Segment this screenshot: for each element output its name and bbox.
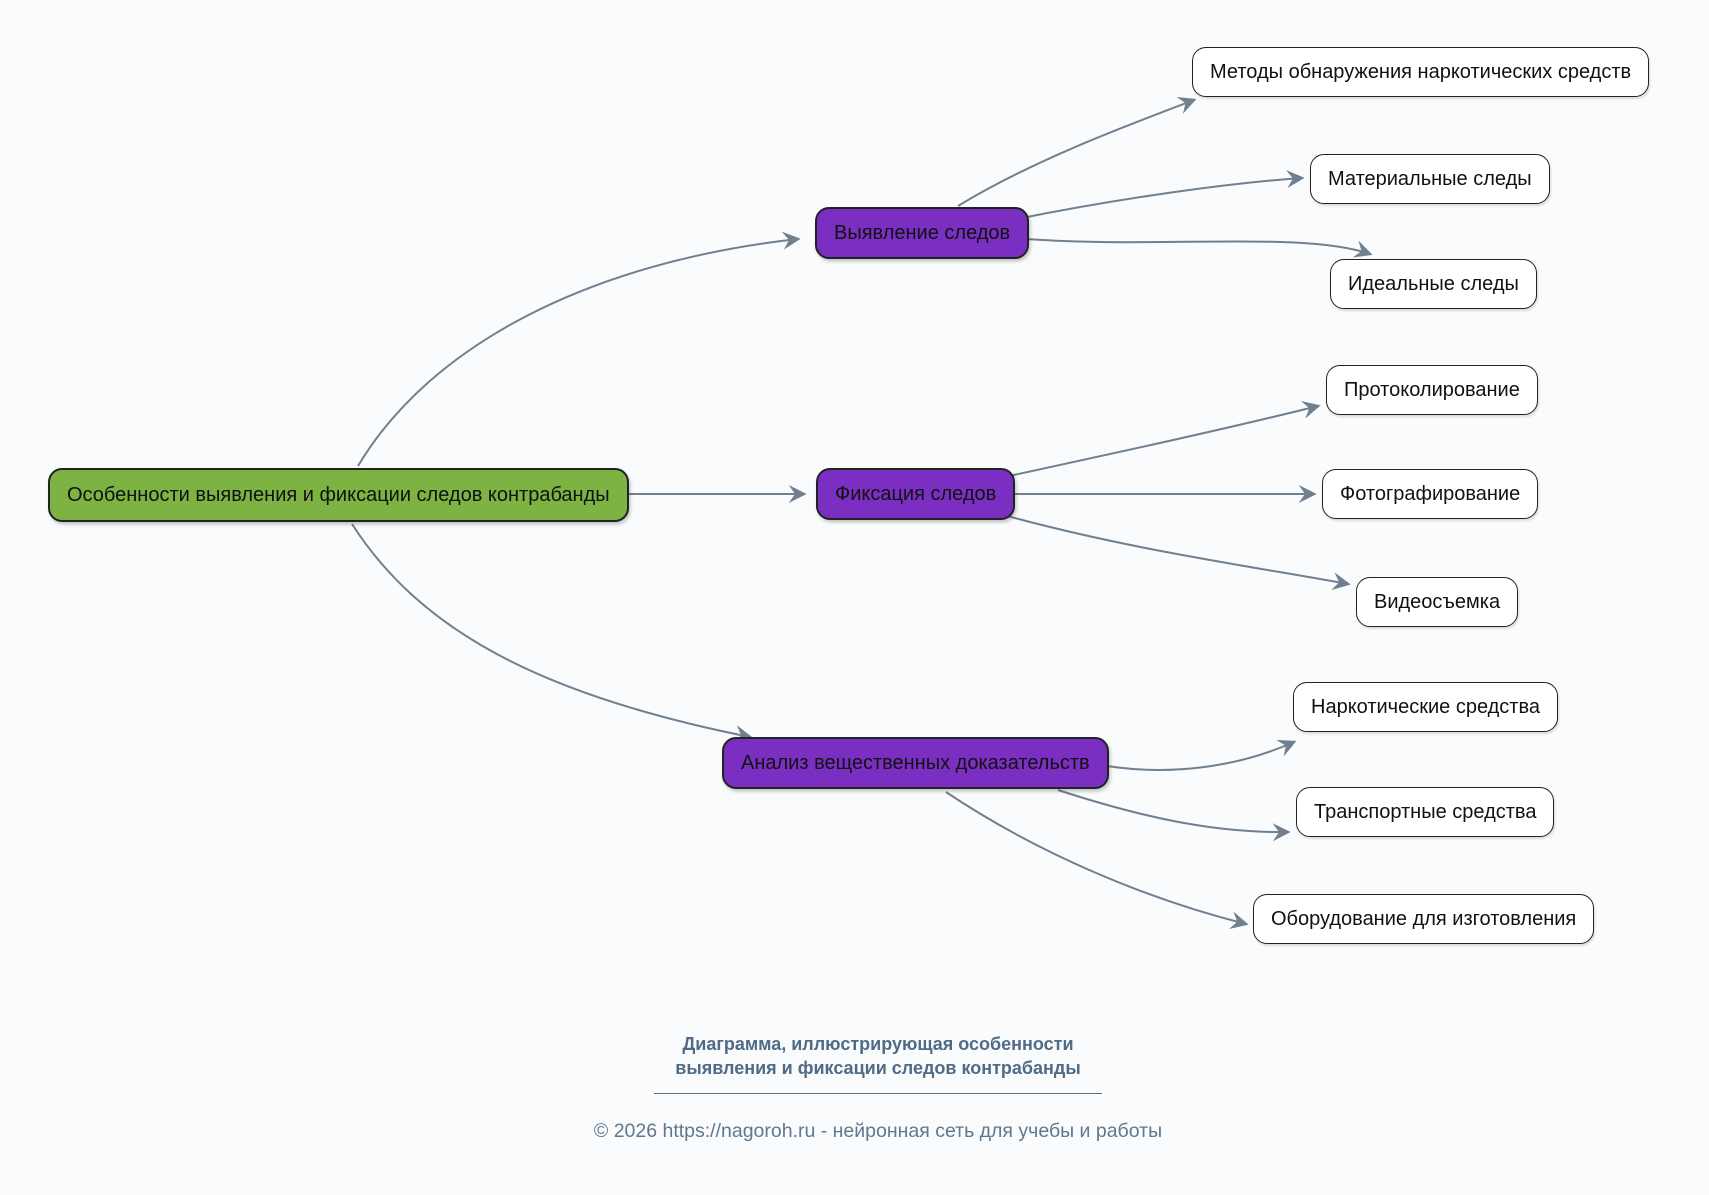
leaf-node-videosyomka: Видеосъемка (1356, 577, 1518, 627)
footer (578, 1032, 1178, 1143)
edge-vyyavlenie-to-metody (958, 100, 1194, 206)
footer-caption-line2: выявления и фиксации следов контрабанды (675, 1058, 1081, 1079)
edge-root-to-analiz (352, 524, 750, 737)
edge-vyyavlenie-to-materialnye (1012, 178, 1302, 220)
leaf-node-fotografirovanie: Фотографирование (1322, 469, 1538, 519)
edge-fiksatsiya-to-protokolirovanie (1000, 406, 1318, 478)
leaf-node-narkoticheskie-sredstva: Наркотические средства (1293, 682, 1558, 732)
root-node-osobennosti: Особенности выявления и фиксации следов контрабанды (48, 468, 629, 522)
edge-fiksatsiya-to-videosyomka (1000, 514, 1348, 584)
footer-copyright: © 2026 https://nagoroh.ru - нейронная сеть для учебы и работы (593, 1119, 1163, 1142)
edge-analiz-to-narkoticheskie (1095, 742, 1294, 770)
leaf-node-idealnye-sledy: Идеальные следы (1330, 259, 1537, 309)
edge-root-to-vyyavlenie (358, 239, 798, 466)
footer-caption-line1: Диаграмма, иллюстрирующая особенности (682, 1034, 1074, 1054)
leaf-node-oborudovanie: Оборудование для изготовления (1253, 894, 1594, 944)
edge-analiz-to-transportnye (1058, 790, 1288, 832)
branch-node-fiksatsiya-sledov: Фиксация следов (816, 468, 1015, 520)
edge-analiz-to-oborudovanie (946, 792, 1246, 924)
leaf-node-metody-obnaruzheniya: Методы обнаружения наркотических средств (1192, 47, 1649, 97)
footer-caption (578, 1032, 1178, 1081)
footer-separator (654, 1093, 1102, 1094)
edge-vyyavlenie-to-idealnye (1014, 238, 1370, 254)
branch-node-vyyavlenie-sledov: Выявление следов (815, 207, 1029, 259)
leaf-node-materialnye-sledy: Материальные следы (1310, 154, 1550, 204)
leaf-node-protokolirovanie: Протоколирование (1326, 365, 1538, 415)
leaf-node-transportnye-sredstva: Транспортные средства (1296, 787, 1554, 837)
branch-node-analiz-dokazatelstv: Анализ вещественных доказательств (722, 737, 1109, 789)
